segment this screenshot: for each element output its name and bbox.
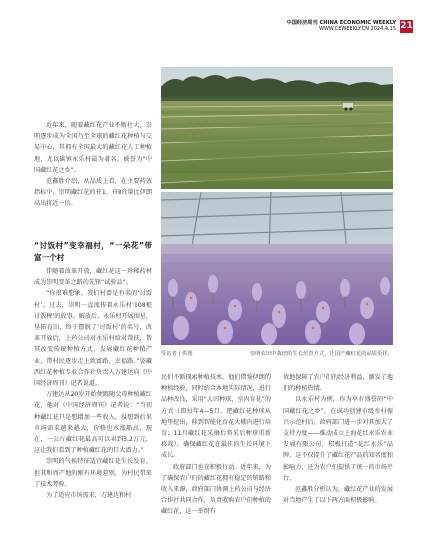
masthead [287,20,396,33]
field-photo-image [161,67,393,189]
greenhouse-photo-image [161,192,393,345]
page-number: 21 [400,21,413,31]
greenhouse-photo [161,192,393,345]
paragraph: 效地保障了农户们的经济利益，激发了他们的种植热情。 [283,374,393,393]
page-header [287,19,413,33]
paragraph: 范鑫胜介绍，从品质上看，在主要药效指标中，崇明藏红花的苷1、苷Ⅱ含量比伊朗高出将近一倍。 [34,178,152,208]
section-subheading: “讨饭村”变幸福村，“一朵花”带富一个村 [34,241,152,262]
photo-credit: 受访者 | 供图 [161,351,193,357]
paragraph: 以永乐村为例，作为享有盛誉的“中国藏红花之乡”，在成功创建市级乡村振兴示范村后，政府部门进一步对其加大了支持力度——推动成立上海花红永乐农业发展有限公司，积极打造“花红永乐”品牌，这不仅提升了藏红花产品的知名度和影响力，还为农户们提供了统一的市场平台。 [283,396,393,482]
paragraph: 民们不断探索种植技术，他们借鉴伊朗的种植经验，同时结合本地实际情况，进行品种改良，采用“大田种球、室内育花”的方式（即每年4—5月，把藏红花种球从地里挖出，移到智能化育花大棚内进行培育；11月藏红花采摘后将采后种球重新移栽），确保藏红花在最佳的生长环境下成长。 [161,374,271,460]
paragraph: 伴随着改革开放，藏红花这一珍稀药材成为崇明变革之路的先锋“试验品”。 [34,268,152,287]
paragraph: 范鑫胜分析认为，藏红花产业的发展对当地产生了以下两方面积极影响。 [283,486,393,505]
article-column-3 [283,372,393,506]
article-column-2 [161,372,271,518]
magazine-title: 中国经济周刊 CHINA ECONOMIC WEEKLY [286,19,396,26]
article-column-1-bottom [34,240,152,501]
photo-caption [161,351,393,358]
paragraph: 近年来，随着藏红花产业不断壮大，崇明逐步成为全国乃至全球的藏红花种植与交易中心，其拥有全国最大的藏红花人工种植地，尤以碳镇永乐村最为著名。被誉为“中国藏红花之乡”。 [34,122,152,174]
paragraph: 崇明的气候特征适宜藏红花生长发育，但其和周产地的刚有环境差别，为村民带来了技术考验。 [34,458,152,488]
paragraph: 万建达从20岁开始便跟随父母种植藏红花，他对《中国经济周刊》记者说：“当初种藏红花只是想增加一些收入，没想到后来市场需求越来越大，价格也水涨船高，现在，一公斤藏红花最高可以卖到3.2万元，这让我们看到了种植藏红花的巨大潜力。” [34,391,152,455]
field-photo [161,67,393,189]
paragraph: 为了适应市场需求，万建达和村 [46,492,132,500]
caption-text: 崇明农田中栽培的生长培育方式，让国产藏红花的品质更佳。 [249,351,393,357]
paragraph: “你很难想象，我们村曾是有名的‘讨饭村’。过去，崇明一直流传着永乐村‘108根讨饭棒’的故事。解放后，永乐村开展围垦，垦拓良田，终于摆脱了‘讨饭村’的名号，改革开放后，上药公司对永乐村给对帮扶，帮其改变传统种植方式，发展藏红花种植产业，带村民逐步走上致富路、幸福路。”姿藏西红花种植专业合作社负责人万建达向《中国经济周刊》记者说道。 [34,290,152,388]
article-column-1-top [34,120,152,210]
issue-info: WWW.CEWEEKLY.CN 2024.4.15 [318,26,396,32]
paragraph: 政府部门也在积极行动。近年来，为了确保农户们的藏红花拥有稳定的销路和收入来源，政府部门协调上药公司与经济合作社共同合作，负责收购农户们种植的藏红花，这一举措有 [161,463,271,516]
